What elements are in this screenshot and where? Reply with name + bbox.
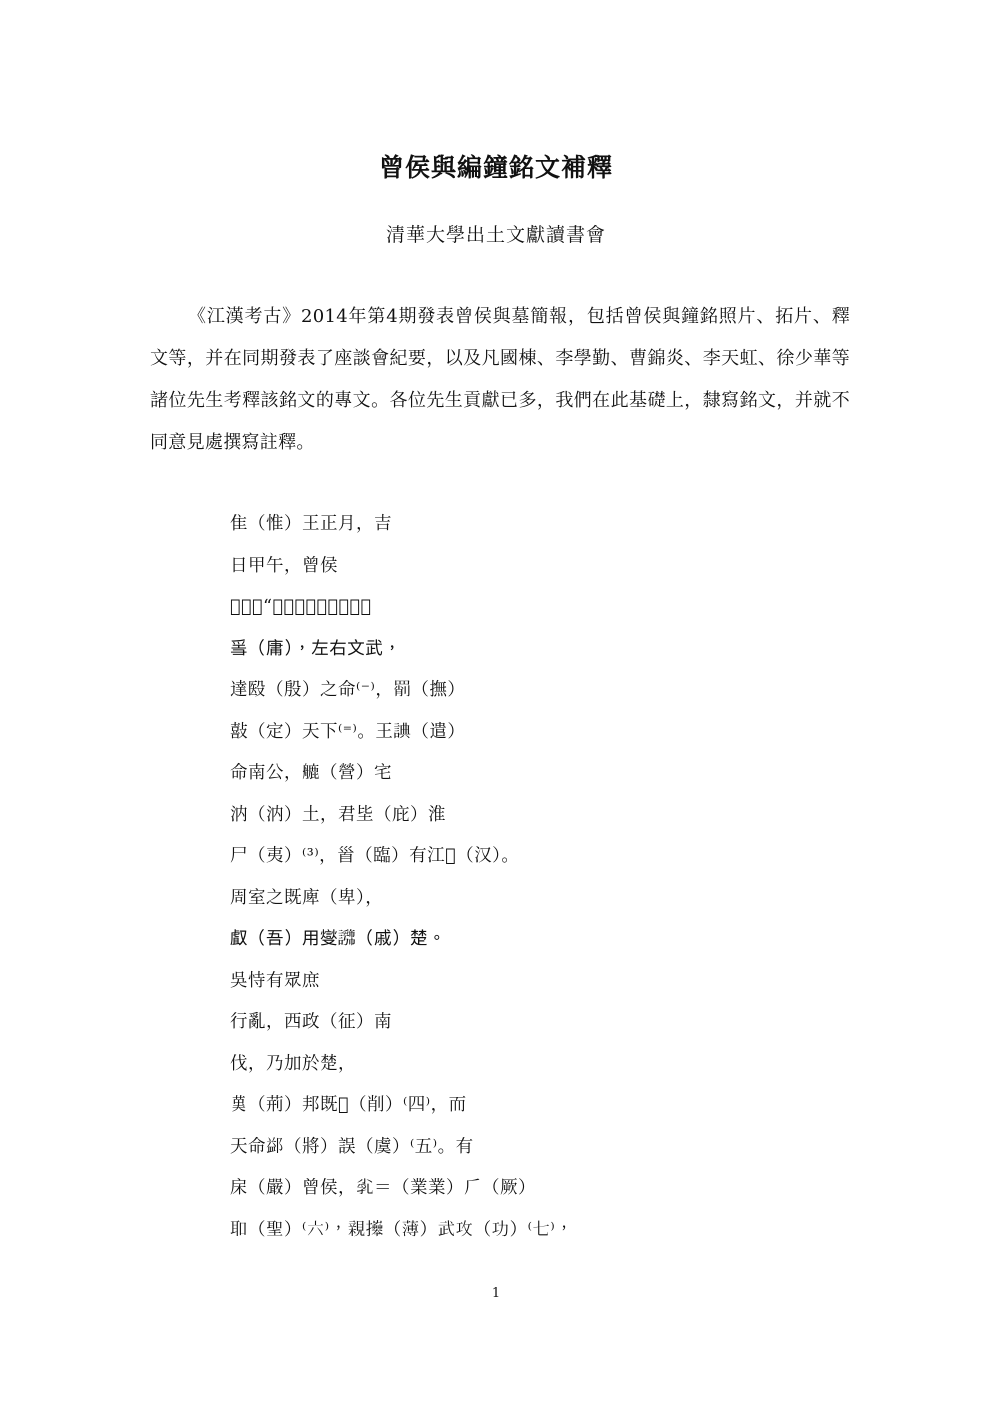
inscription-line: 㦿（嚴）曾侯，𡭾＝（業業）𠂆（厥） — [230, 1178, 536, 1198]
intro-paragraph: 《江漢考古》2014年第4期發表曾侯與墓簡報，包括曾侯與鐘銘照片、拓片、釋文等，并在同期發表了座談會紀要，以及凡國棟、李學勤、曹錦炎、李天虹、徐少華等諸位先生考釋該銘文的專文。各位先生貢獻已多，我們在此基礎上，隸寫銘文，并就不同意見處撰寫註釋。 — [150, 306, 850, 453]
inscription-line: 敼（定）天下⁽⁼⁾。王𧨸（遣） — [230, 721, 466, 742]
inscription-line: 命南公，𦪇（營）宅 — [230, 763, 392, 783]
document-author: 清華大學出土文獻讀書會 — [385, 224, 606, 246]
inscription-text — [230, 504, 790, 1251]
document-title: 曾侯與編鐘銘文補釋 — [378, 153, 613, 182]
inscription-line: 𦔻（聖）⁽六⁾，親𢷎（薄）武攻（功）⁽七⁾， — [230, 1219, 574, 1240]
inscription-line: 達殹（殷）之命⁽⁻⁾，𦋞（撫） — [230, 680, 466, 700]
inscription-line: 隹（惟）王正月，吉 — [230, 514, 392, 534]
inscription-line: 伐，乃加於楚， — [230, 1053, 356, 1074]
inscription-line: 吳恃有眾庶 — [230, 970, 320, 991]
inscription-line: 𦰩（荊）邦既𧴀（削）⁽四⁾，而 — [230, 1095, 467, 1115]
inscription-line: 日甲午，曾侯 — [230, 555, 338, 576]
page-number: 1 — [491, 1286, 501, 1301]
inscription-line: 𠭯（吾）用燮𧭕（戚）楚。 — [230, 929, 446, 949]
inscription-line: 尸（夷）⁽³⁾，𩠐（臨）有江𩑜（汉）。 — [230, 846, 520, 866]
inscription-line: 汭（汭）土，君坒（庇）淮 — [230, 804, 446, 825]
inscription-line: 周室之既庳（卑）， — [230, 887, 384, 908]
inscription-line: 𤔌（庸），左右文武， — [230, 638, 402, 659]
inscription-line: 行亂，西政（征）南 — [230, 1012, 392, 1032]
inscription-line: 𦝍曰：“白（伯）𥫗（括）上 — [230, 597, 372, 617]
inscription-line: 天命𨜶（將）誤（虞）⁽五⁾。有 — [230, 1136, 474, 1157]
